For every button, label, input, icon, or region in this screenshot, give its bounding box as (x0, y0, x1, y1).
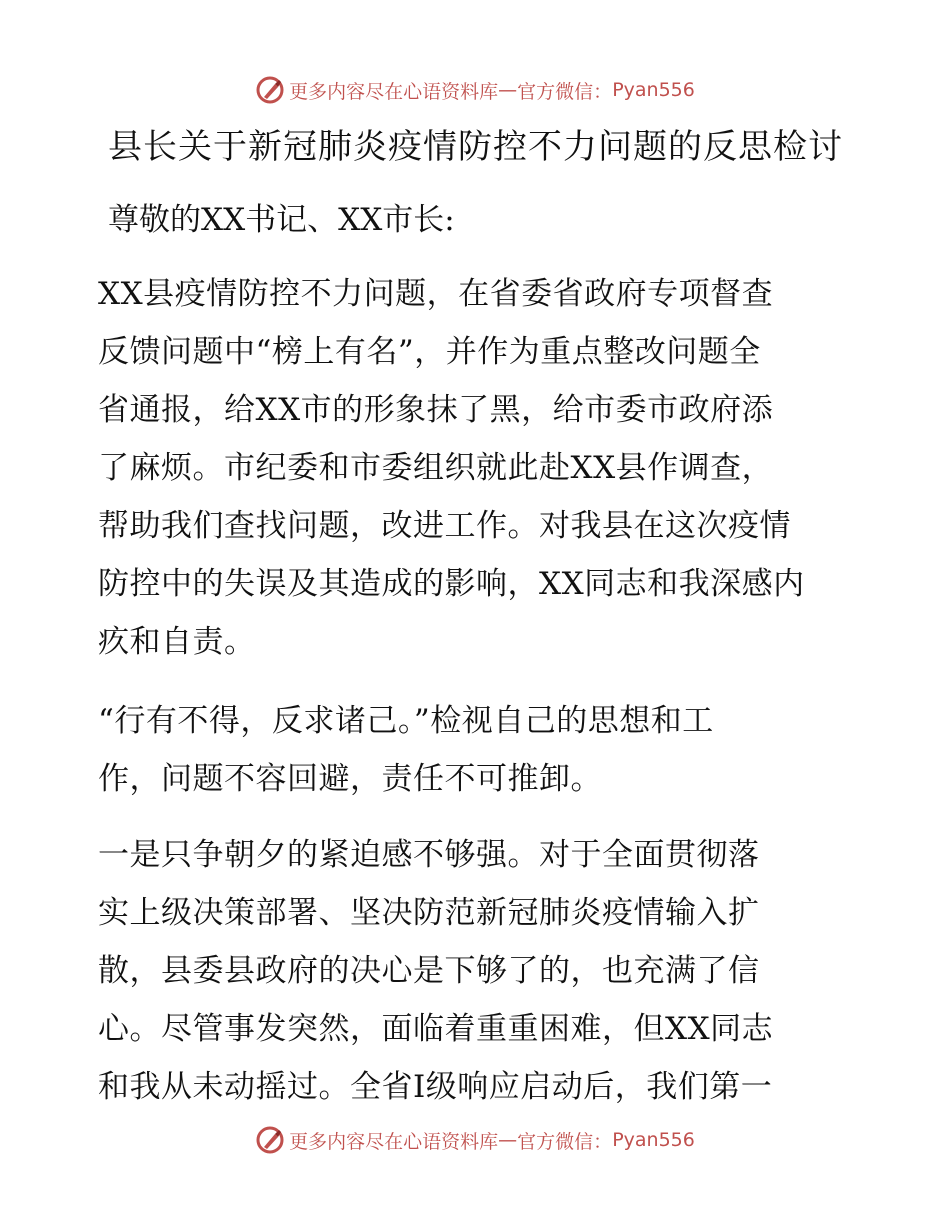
paragraph-line: 疚和自责。 (98, 624, 256, 660)
salutation: 尊敬的XX书记、XX市长: (108, 202, 455, 238)
paragraph-line: 了麻烦。市纪委和市委组织就此赴XX县作调查， (98, 450, 774, 486)
paragraph-line: 散，县委县政府的决心是下够了的，也充满了信 (98, 953, 760, 989)
brand-separator: — (498, 1129, 518, 1151)
paragraph-line: “行有不得，反求诸己。”检视自己的思想和工 (98, 703, 714, 739)
brand-text: 更多内容尽在心语资料库 (289, 80, 499, 103)
wechat-id: Pyan556 (612, 79, 695, 101)
paragraph-line: 作，问题不容回避，责任不可推卸。 (98, 761, 602, 797)
paragraph-line: 帮助我们查找问题，改进工作。对我县在这次疫情 (98, 508, 791, 544)
paragraph-line: 和我从未动摇过。全省Ⅰ级响应启动后，我们第一 (98, 1069, 773, 1105)
paragraph-line: 防控中的失误及其造成的影响，XX同志和我深感内 (98, 566, 805, 602)
document-title: 县长关于新冠肺炎疫情防控不力问题的反思检讨 (108, 127, 843, 167)
wechat-label: 官方微信： (517, 1130, 613, 1153)
brand-separator: — (498, 79, 518, 101)
paragraph-line: 省通报，给XX市的形象抹了黑，给市委市政府添 (98, 392, 774, 428)
brand-text: 更多内容尽在心语资料库 (289, 1130, 499, 1153)
paragraph-line: 心。尽管事发突然，面临着重重困难，但XX同志 (98, 1011, 774, 1047)
wechat-label: 官方微信： (517, 80, 613, 103)
pen-logo-icon (255, 75, 285, 105)
footer-watermark (0, 1120, 950, 1160)
paragraph-line: 反馈问题中“榜上有名”，并作为重点整改问题全 (98, 334, 761, 370)
paragraph-line: 实上级决策部署、坚决防范新冠肺炎疫情输入扩 (98, 895, 760, 931)
pen-logo-icon (255, 1125, 285, 1155)
paragraph-line: XX县疫情防控不力问题，在省委省政府专项督查 (98, 276, 774, 312)
header-watermark (0, 70, 950, 110)
wechat-id: Pyan556 (612, 1129, 695, 1151)
paragraph-line: 一是只争朝夕的紧迫感不够强。对于全面贯彻落 (98, 837, 760, 873)
